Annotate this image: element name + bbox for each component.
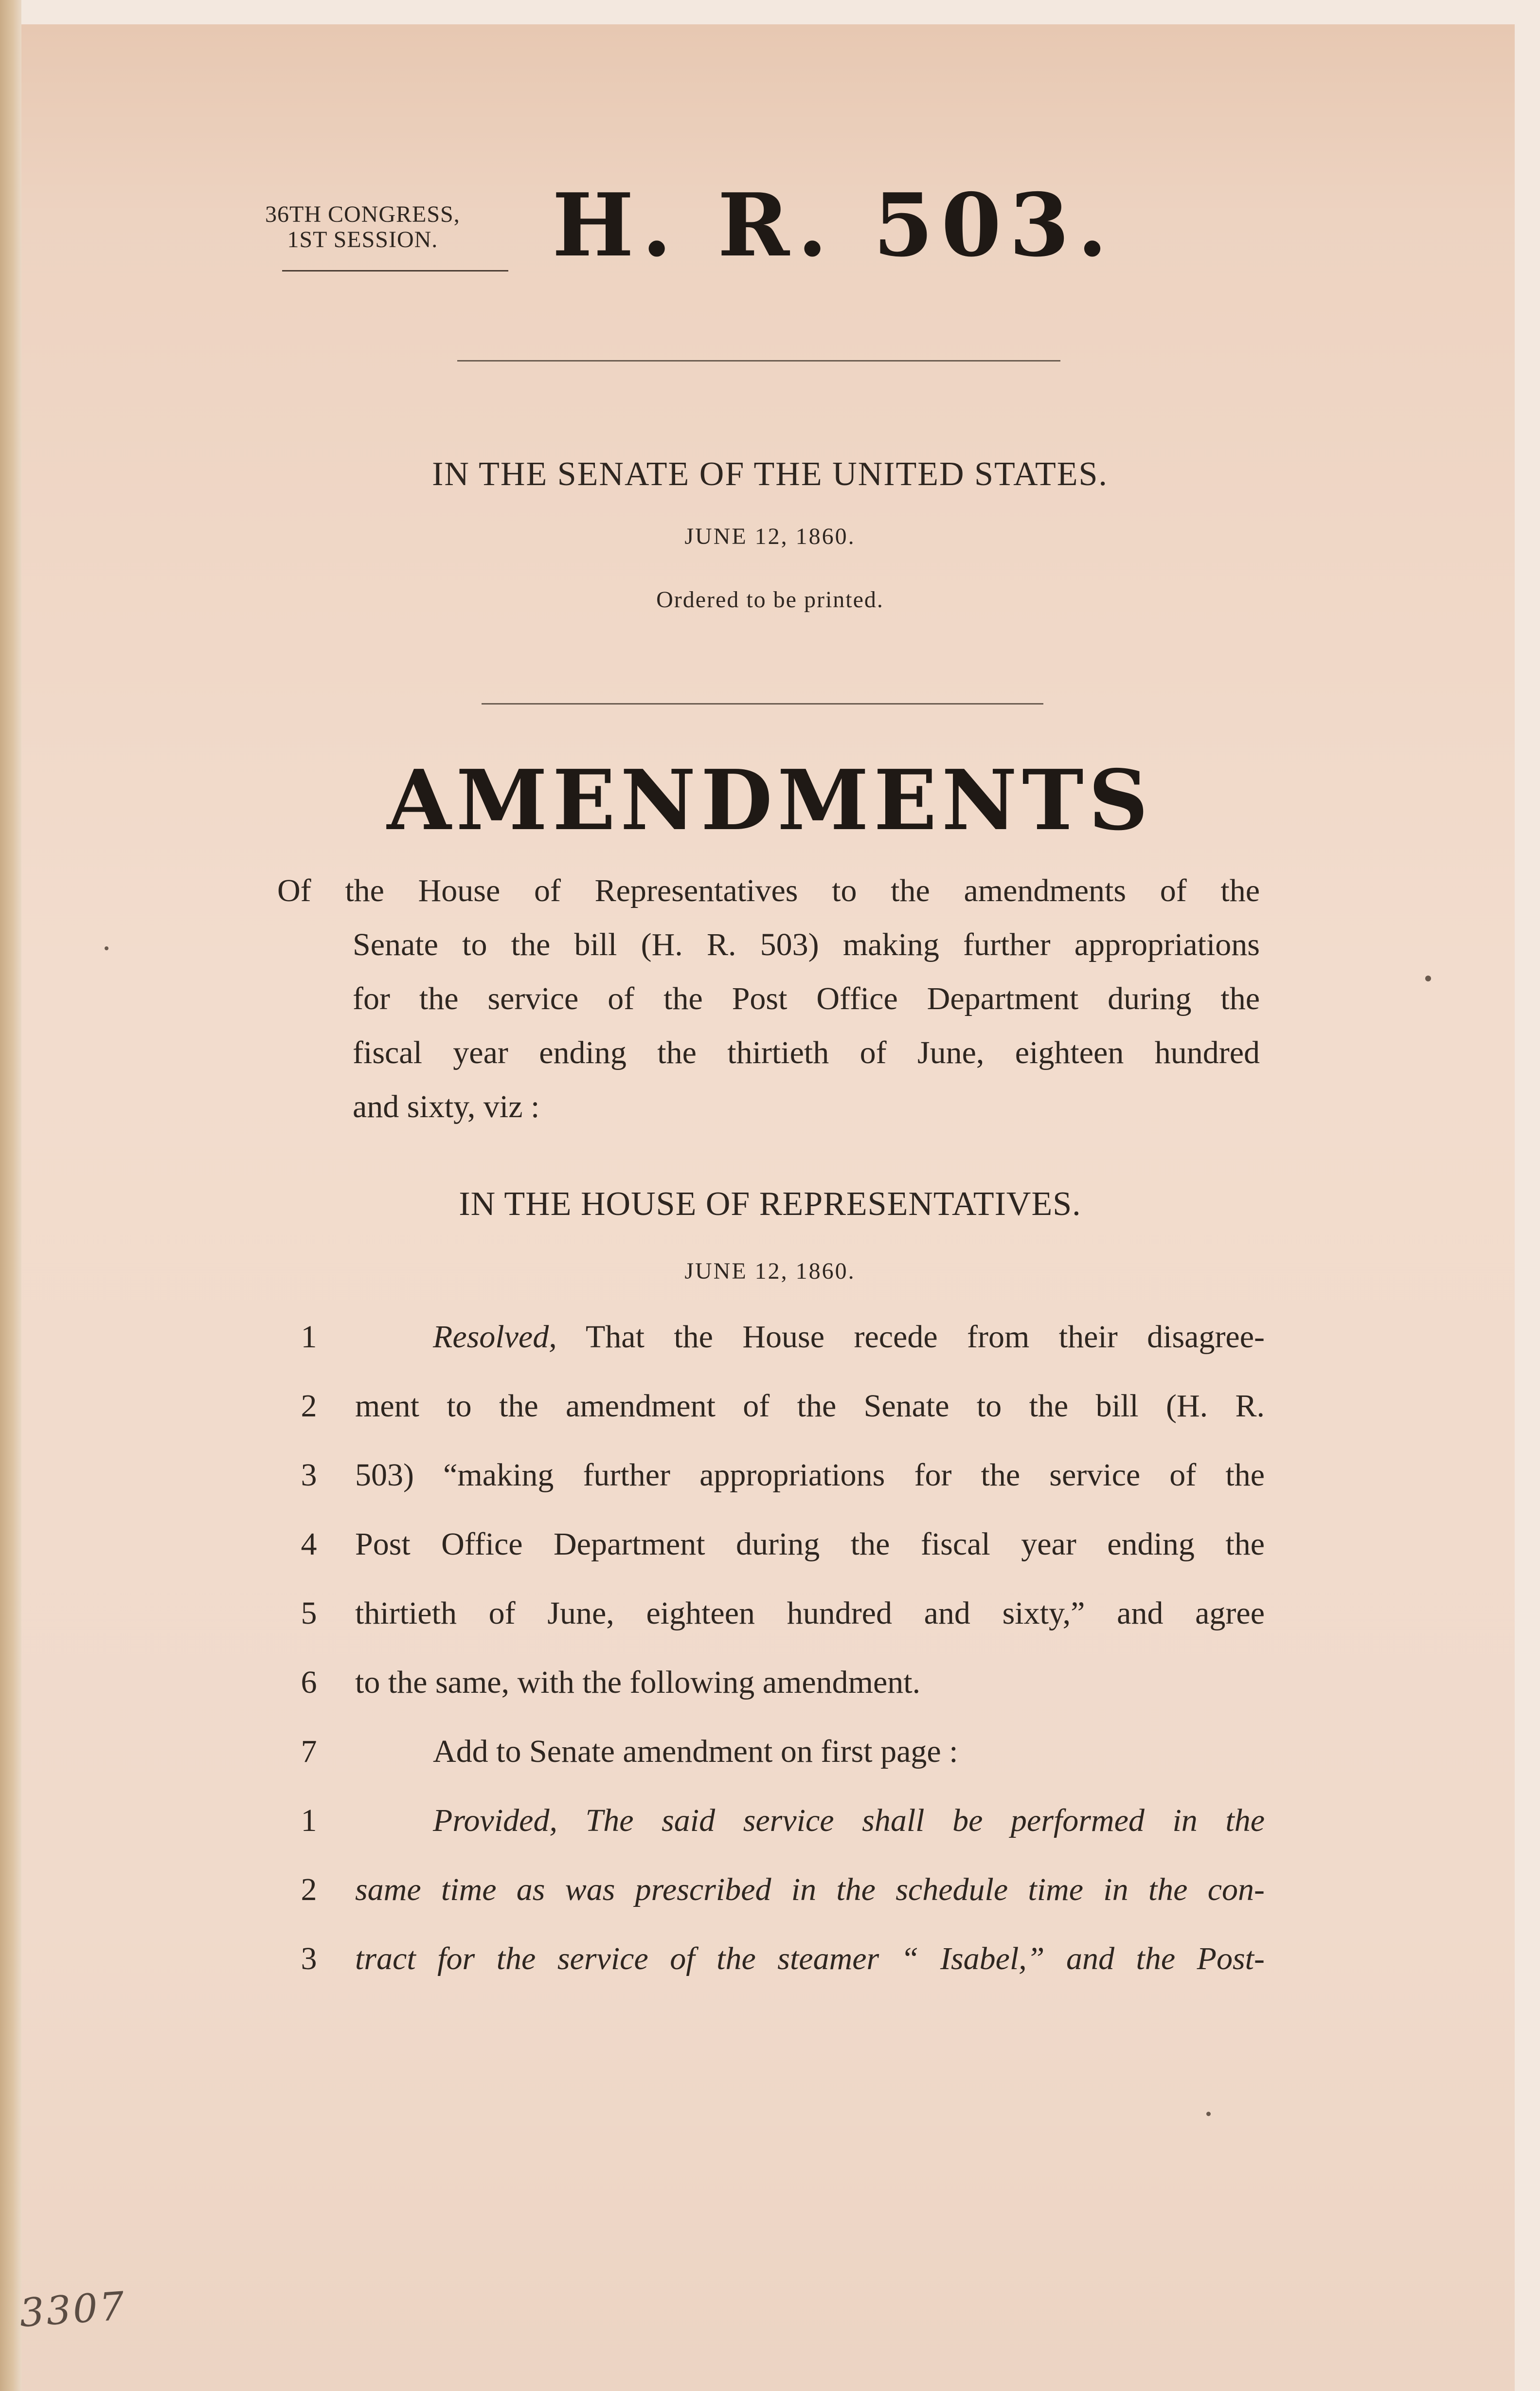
- line-text: [433, 1319, 1265, 1356]
- line-body: That the House recede from their disagree-: [556, 1319, 1265, 1355]
- preamble-line: for the service of the Post Office Department during the: [353, 981, 1260, 1016]
- line-number: 3: [301, 1941, 317, 1976]
- congress-underline: [282, 270, 508, 272]
- line-text: thirtieth of June, eighteen hundred and sixty,” and agree: [355, 1595, 1265, 1631]
- line-number: 6: [301, 1665, 317, 1700]
- line-text: 503) “making further appropriations for the service of the: [355, 1457, 1265, 1493]
- line-number: 5: [301, 1595, 317, 1631]
- congress-label: 36TH CONGRESS,: [265, 201, 460, 227]
- house-heading: IN THE HOUSE OF REPRESENTATIVES.: [459, 1185, 1081, 1223]
- line-text: Post Office Department during the fiscal year ending the: [355, 1526, 1265, 1562]
- text-line: [0, 1388, 1540, 1436]
- line-number: 2: [301, 1872, 317, 1907]
- line-number: 7: [301, 1734, 317, 1769]
- session-label: 1ST SESSION.: [287, 227, 438, 253]
- line-text: tract for the service of the steamer “ Isabel,” and the Post-: [355, 1941, 1265, 1976]
- line-number: 1: [301, 1803, 317, 1838]
- text-line: [0, 1457, 1540, 1505]
- text-line: [0, 1871, 1540, 1920]
- divider-rule: [482, 703, 1043, 705]
- line-number: 1: [301, 1319, 317, 1355]
- preamble-line: Senate to the bill (H. R. 503) making further appropriations: [353, 927, 1260, 962]
- senate-heading: IN THE SENATE OF THE UNITED STATES.: [432, 455, 1108, 493]
- preamble-line: Of the House of Representatives to the amendments of the: [277, 873, 1260, 908]
- document-title: AMENDMENTS: [387, 752, 1153, 849]
- resolved-word: Resolved,: [433, 1319, 557, 1355]
- divider-rule: [457, 360, 1060, 362]
- text-line: [0, 1733, 1540, 1782]
- paper-speck: [1425, 976, 1431, 981]
- line-text: ment to the amendment of the Senate to the bill (H. R.: [355, 1388, 1265, 1424]
- text-line: [0, 1940, 1540, 1989]
- line-number: 4: [301, 1526, 317, 1562]
- line-number: 2: [301, 1388, 317, 1424]
- line-text: Provided, The said service shall be performed in the: [433, 1803, 1265, 1838]
- preamble: [277, 864, 1260, 1134]
- house-date: JUNE 12, 1860.: [684, 1258, 856, 1284]
- preamble-line: and sixty, viz :: [353, 1089, 540, 1124]
- line-text: same time as was prescribed in the schedule time in the con-: [355, 1872, 1265, 1907]
- text-line: [0, 1526, 1540, 1575]
- text-line: [0, 1595, 1540, 1644]
- senate-date: JUNE 12, 1860.: [684, 524, 856, 549]
- congress-session-block: [265, 202, 460, 253]
- line-number: 3: [301, 1457, 317, 1493]
- line-text: to the same, with the following amendment.: [355, 1665, 921, 1700]
- ordered-to-print: Ordered to be printed.: [656, 587, 884, 613]
- text-line: [0, 1664, 1540, 1713]
- paper-speck: [105, 946, 108, 950]
- text-line: [0, 1802, 1540, 1851]
- bill-number: H. R. 503.: [552, 174, 1115, 276]
- preamble-line: fiscal year ending the thirtieth of June, eighteen hundred: [353, 1035, 1260, 1070]
- paper-speck: [1206, 2112, 1211, 2116]
- handwritten-annotation: 3307: [18, 2283, 128, 2336]
- text-line: [0, 1319, 1540, 1367]
- line-text: Add to Senate amendment on first page :: [433, 1734, 958, 1769]
